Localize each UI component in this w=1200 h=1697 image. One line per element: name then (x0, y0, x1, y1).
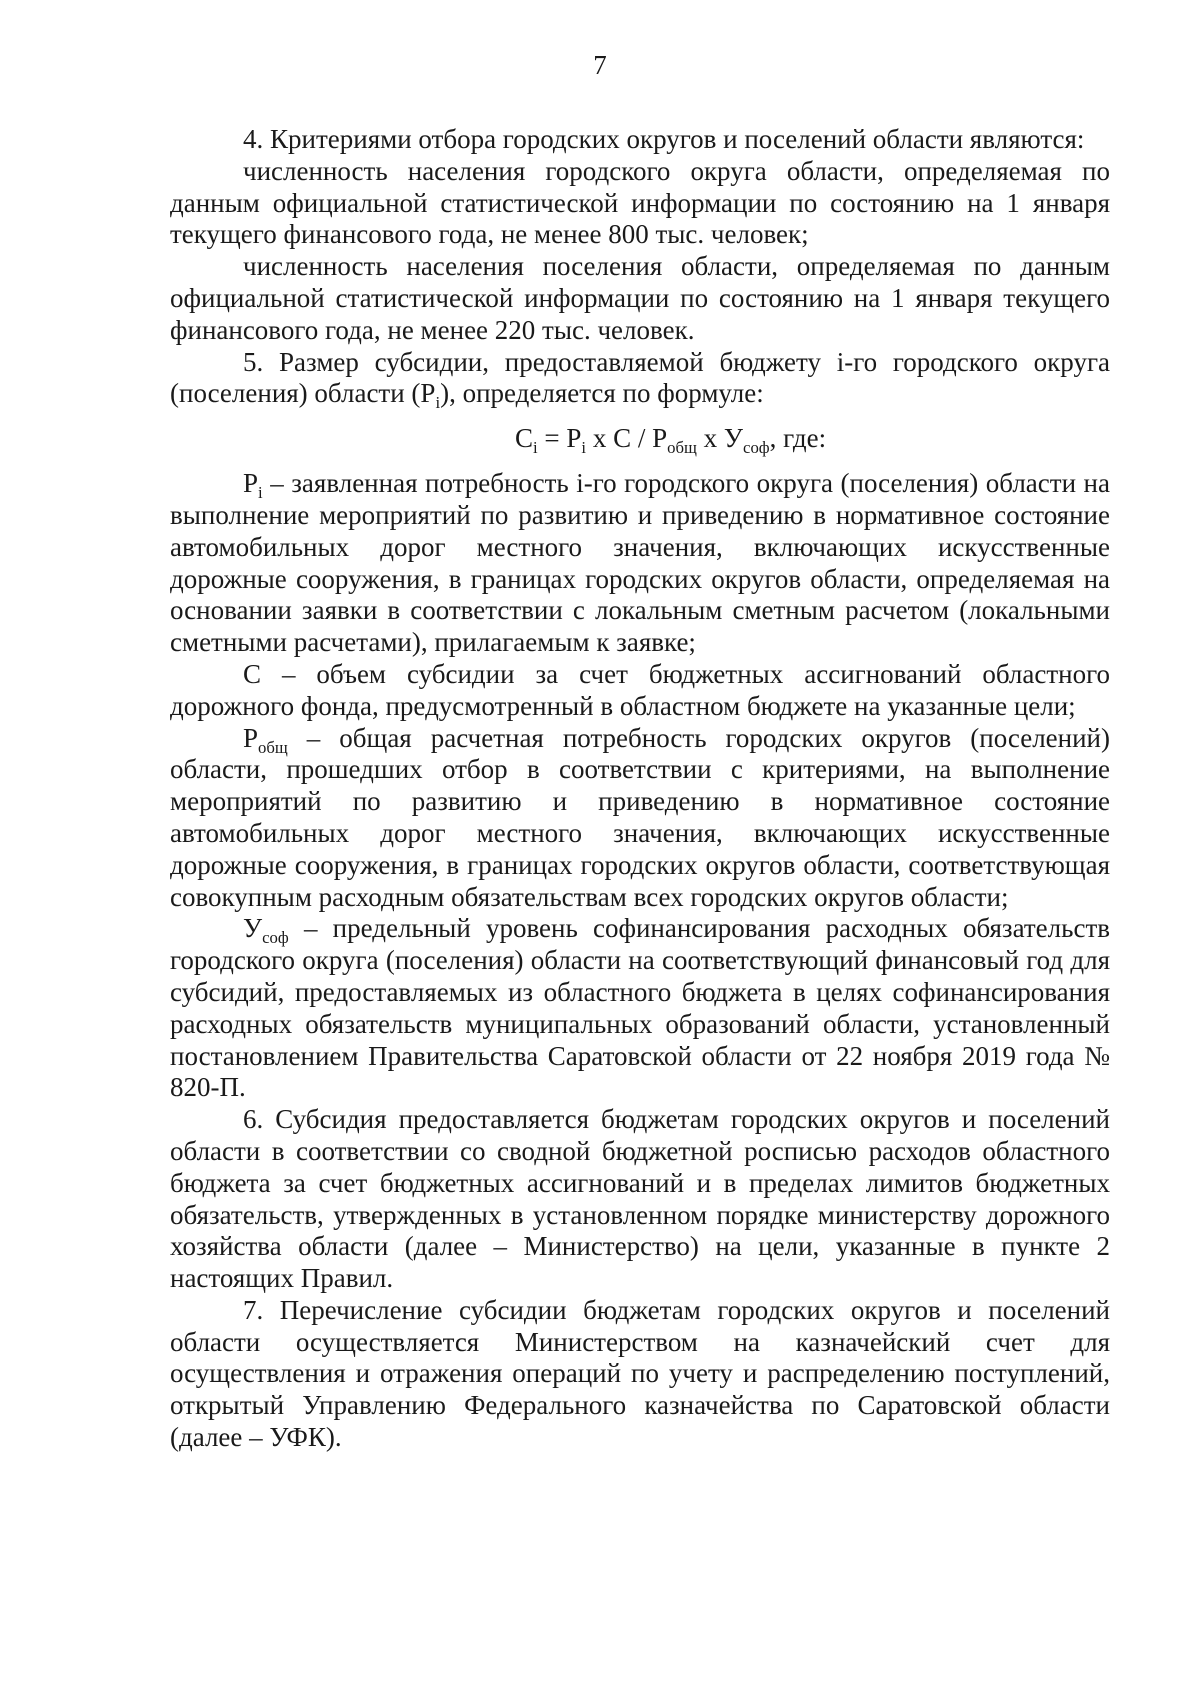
criterion-city-population: численность населения городского округа области, определяемая по данным официальной статистической информации по состоянию на 1 января текущего финансового года, не менее 800 тыс. человек; (170, 155, 1110, 250)
definition-c: C – объем субсидии за счет бюджетных ассигнований областного дорожного фонда, предусмотренный в областном бюджете на указанные цели; (170, 658, 1110, 721)
formula-pobsh-sub: общ (667, 438, 697, 458)
definition-usof-symbol: У (243, 913, 263, 944)
definition-pobsh-sub: общ (258, 737, 288, 757)
definition-pi (170, 468, 1110, 659)
formula-mid: x C / P (586, 423, 668, 454)
definition-pobsh (170, 723, 1110, 914)
formula-tail: , где: (769, 423, 827, 454)
definition-pobsh-text: – общая расчетная потребность городских округов (поселений) области, прошедших отбор в соответствии с критериями, на выполнение мероприятий по развитию и приведению в нормативное состояние автомобильных дорог местного значения, включающих искусственные дорожные сооружения, в границах городских округов области, соответствующая совокупным расходным обязательствам всех городских округов области; (170, 722, 1110, 912)
criterion-settlement-population: численность населения поселения области, определяемая по данным официальной статистической информации по состоянию на 1 января текущего финансового года, не менее 220 тыс. человек. (170, 251, 1110, 345)
definition-usof-sub: соф (262, 928, 289, 948)
formula-c-sub: i (533, 438, 538, 458)
definition-pi-sub: i (258, 483, 263, 503)
formula-usof-sub: соф (743, 438, 770, 458)
paragraph-6: 6. Субсидия предоставляется бюджетам городских округов и поселений области в соответствии со сводной бюджетной росписью расходов областного бюджета за счет бюджетных ассигнований и в пределах лимитов бюджетных обязательств, утвержденных в установленном порядке министерству дорожного хозяйства области (далее – Министерство) на цели, указанные в пункте 2 настоящих Правил. (170, 1104, 1110, 1294)
definition-usof-text: – предельный уровень софинансирования расходных обязательств городского округа (поселения) области на соответствующий финансовый год для субсидий, предоставляемых из областного бюджета в целях софинансирования расходных обязательств муниципальных образований области, установленный постановлением Правительства Саратовской области от 22 ноября 2019 года № 820-П. (170, 913, 1110, 1103)
formula-c: C (515, 423, 534, 454)
formula-eq-p: = P (537, 423, 582, 454)
paragraph-5-subscript: i (435, 393, 441, 413)
page-number: 7 (593, 50, 607, 80)
definition-usof (170, 913, 1110, 1104)
subsidy-formula (170, 422, 1110, 458)
paragraph-5-text-b: ), определяется по формуле: (440, 378, 764, 409)
paragraph-5-text-a: 5. Размер субсидии, предоставляемой бюджету i-го городского округа (поселения) области (P (170, 346, 1110, 409)
document-body (170, 124, 1110, 1454)
definition-pi-symbol: P (243, 468, 259, 499)
definition-pobsh-symbol: P (243, 722, 259, 753)
definition-pi-text: – заявленная потребность i-го городского округа (поселения) области на выполнение мероприятий по развитию и приведению в нормативное состояние автомобильных дорог местного значения, включающих искусственные дорожные сооружения, в границах городских округов области, определяемая на основании заявки в соответствии с локальным сметным расчетом (локальными сметными расчетами), прилагаемым к заявке; (170, 468, 1110, 658)
paragraph-7: 7. Перечисление субсидии бюджетам городских округов и поселений области осуществляется Министерством на казначейский счет для осуществления и отражения операций по учету и распределению поступлений, открытый Управлению Федерального казначейства по Саратовской области (далее – УФК). (170, 1294, 1110, 1453)
formula-x-u: x У (696, 423, 744, 454)
formula-p-sub: i (581, 438, 587, 458)
paragraph-4-intro: 4. Критериями отбора городских округов и поселений области являются: (243, 124, 1085, 154)
paragraph-5 (170, 347, 1110, 411)
